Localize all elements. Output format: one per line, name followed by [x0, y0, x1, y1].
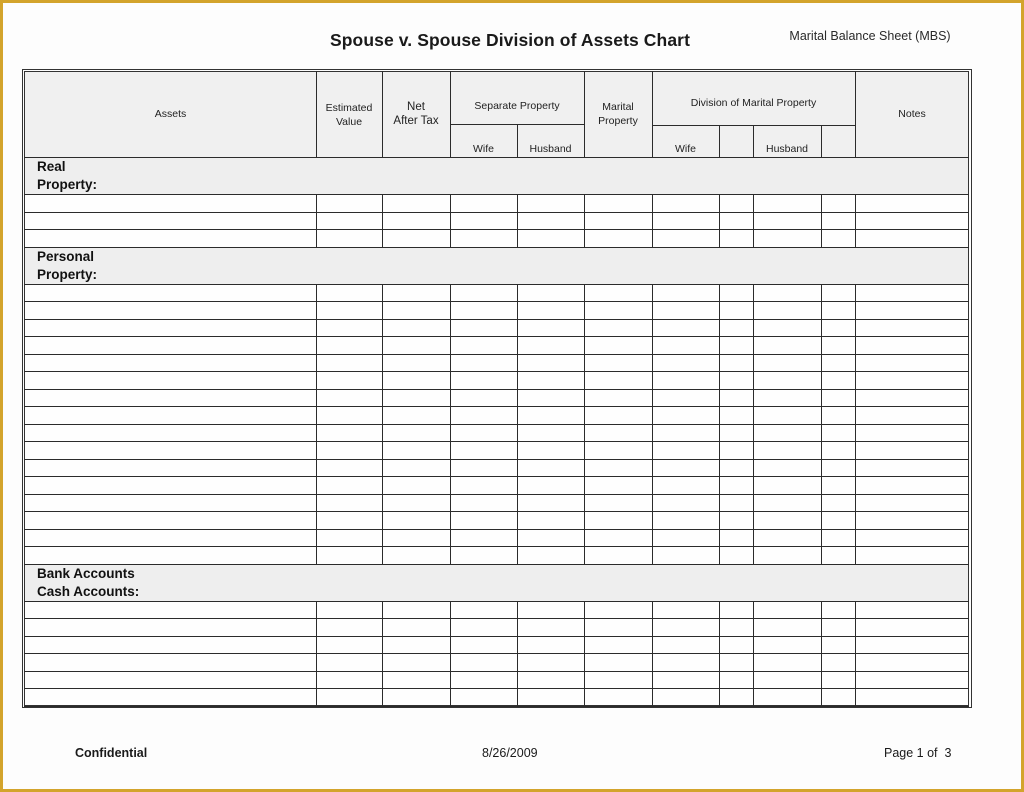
table-row[interactable]	[25, 460, 968, 477]
table-row[interactable]	[25, 390, 968, 407]
column-header-notes: Notes	[898, 108, 926, 120]
column-divider	[821, 284, 822, 564]
column-header-separate-wife: Wife	[473, 143, 494, 155]
column-header-estimated-value-line2: Value	[335, 116, 363, 128]
table-row[interactable]	[25, 689, 968, 706]
column-header-net-after-tax	[382, 100, 450, 128]
table-row[interactable]	[25, 442, 968, 459]
table-row[interactable]	[25, 425, 968, 442]
column-divider	[584, 601, 585, 706]
row-divider	[24, 706, 969, 707]
footer-date: 8/26/2009	[482, 746, 538, 760]
column-divider	[652, 194, 653, 247]
column-divider	[753, 284, 754, 564]
column-divider	[382, 194, 383, 247]
header-divider	[382, 71, 383, 157]
column-divider	[584, 194, 585, 247]
column-header-assets: Assets	[154, 108, 187, 120]
table-row[interactable]	[25, 355, 968, 372]
section-label: Real	[37, 159, 66, 174]
table-row[interactable]	[25, 407, 968, 424]
table-row[interactable]	[25, 512, 968, 529]
column-header-estimated-value-line1: Estimated	[325, 102, 373, 114]
column-header-marital-property-line1: Marital	[602, 101, 634, 113]
column-divider	[316, 194, 317, 247]
column-divider	[382, 284, 383, 564]
header-divider	[855, 71, 856, 157]
section-label: Property:	[37, 266, 98, 282]
table-row[interactable]	[25, 372, 968, 389]
table-row[interactable]	[25, 672, 968, 689]
column-divider	[517, 194, 518, 247]
column-divider	[517, 284, 518, 564]
column-divider	[855, 194, 856, 247]
section-header-band	[25, 565, 968, 601]
column-divider	[719, 194, 720, 247]
column-divider	[855, 284, 856, 564]
header-divider	[652, 125, 855, 126]
column-header-net-after-tax-line2: After Tax	[393, 115, 439, 127]
section-label: Cash Accounts:	[37, 583, 140, 599]
column-divider	[316, 284, 317, 564]
table-row[interactable]	[25, 530, 968, 547]
header-divider	[753, 125, 754, 157]
column-divider	[652, 284, 653, 564]
column-divider	[719, 284, 720, 564]
column-divider	[450, 601, 451, 706]
header-divider	[584, 71, 585, 157]
table-row[interactable]	[25, 320, 968, 337]
column-header-division-of-marital-property: Division of Marital Property	[690, 97, 817, 109]
header-divider	[450, 124, 584, 125]
header-divider	[316, 71, 317, 157]
column-header-division-wife: Wife	[675, 143, 696, 155]
table-row[interactable]	[25, 495, 968, 512]
table-row[interactable]	[25, 654, 968, 671]
column-header-marital-property	[584, 100, 652, 128]
table-row[interactable]	[25, 230, 968, 247]
footer-page-number: Page 1 of 3	[884, 746, 952, 760]
table-row[interactable]	[25, 602, 968, 619]
column-header-separate-property: Separate Property	[474, 100, 560, 112]
section-label: Bank Accounts	[37, 565, 135, 581]
column-divider	[821, 601, 822, 706]
section-label: Personal	[37, 248, 95, 264]
header-divider	[652, 71, 653, 157]
column-divider	[753, 194, 754, 247]
page-title: Spouse v. Spouse Division of Assets Chart	[329, 30, 690, 50]
column-divider	[719, 601, 720, 706]
table-row[interactable]	[25, 213, 968, 230]
column-divider	[753, 601, 754, 706]
column-divider	[450, 194, 451, 247]
column-header-marital-property-line2: Property	[598, 115, 638, 127]
column-divider	[316, 601, 317, 706]
section-header-band	[25, 248, 968, 284]
table-row[interactable]	[25, 619, 968, 636]
header-divider	[821, 125, 822, 157]
table-row[interactable]	[25, 337, 968, 354]
column-divider	[855, 601, 856, 706]
column-divider	[584, 284, 585, 564]
footer-confidential: Confidential	[75, 746, 148, 760]
column-divider	[517, 601, 518, 706]
header-divider	[450, 71, 451, 157]
table-row[interactable]	[25, 637, 968, 654]
column-header-estimated-value	[316, 101, 382, 129]
section-label: Property:	[37, 177, 98, 192]
page-subtitle: Marital Balance Sheet (MBS)	[789, 29, 951, 43]
column-header-separate-husband: Husband	[529, 143, 572, 155]
table-row[interactable]	[25, 302, 968, 319]
section-header-band	[25, 158, 968, 194]
column-header-net-after-tax-line1: Net	[407, 101, 425, 113]
column-divider	[652, 601, 653, 706]
table-row[interactable]	[25, 285, 968, 302]
column-divider	[821, 194, 822, 247]
header-divider	[719, 125, 720, 157]
column-divider	[450, 284, 451, 564]
table-row[interactable]	[25, 195, 968, 212]
table-row[interactable]	[25, 547, 968, 564]
column-header-division-husband: Husband	[765, 143, 809, 155]
table-row[interactable]	[25, 477, 968, 494]
column-divider	[382, 601, 383, 706]
header-divider	[517, 124, 518, 157]
